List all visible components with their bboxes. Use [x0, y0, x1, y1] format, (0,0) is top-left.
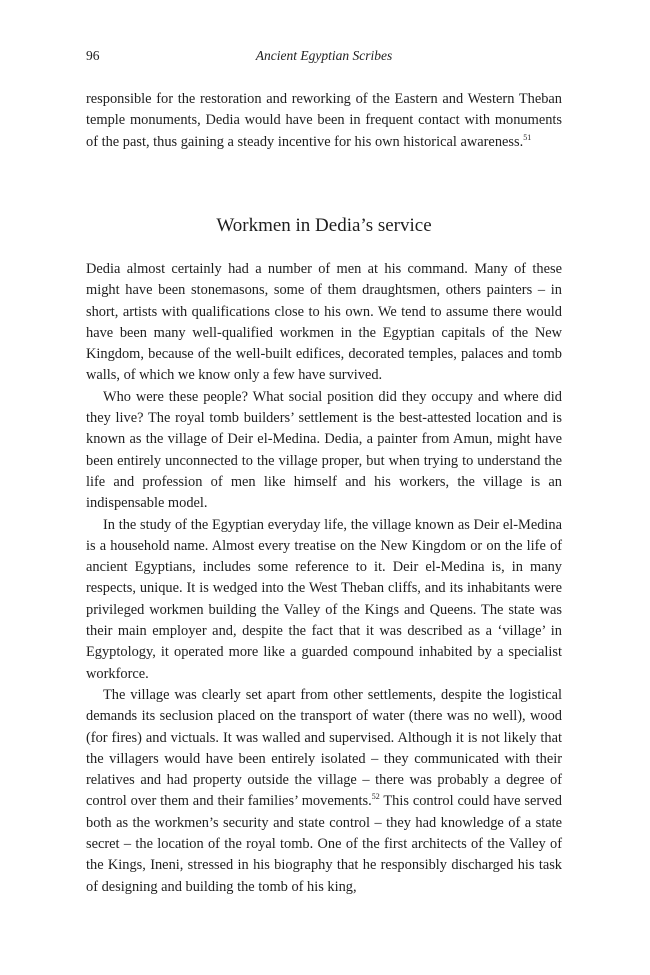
paragraph-2: Who were these people? What social position did they occupy and where did they live? The royal tomb builders’ settlement is the best-attested location and is known as the village of Deir el-Medina. Dedia, a painter from Amun, might have been entirely unconnected to the village proper, but when trying to understand the life and profession of men like himself and his workers, the village is an indispensable model.	[86, 388, 562, 512]
paragraph-3: In the study of the Egyptian everyday life, the village known as Deir el-Medina is a household name. Almost every treatise on the New Kingdom or on the life of ancient Egyptians, includes some reference to it. Deir el-Medina is, in many respects, unique. It is wedged into the West Theban cliffs, and its inhabitants were privileged workmen building the Valley of the Kings and Queens. The state was their main employer and, despite the fact that it was described as a ‘village’ in Egyptology, it operated more like a guarded compound inhabited by a specialist workforce.	[86, 516, 562, 682]
paragraph-4-text-b: This control could have served both as the workmen’s security and state control – they had knowledge of a state secret – the location of the royal tomb. One of the first architects of the Valley of the Kings, Ineni, stressed in his biography that he responsibly discharged his task of designing and building the tomb of his king,	[86, 793, 562, 895]
footnote-marker-51: 51	[523, 132, 532, 142]
paragraph-text: responsible for the restoration and reworking of the Eastern and Western Theban temple monuments, Dedia would have been in frequent contact with monuments of the past, thus gaining a steady incentive for his own historical awareness.	[86, 91, 562, 150]
continued-paragraph-block	[86, 89, 562, 153]
paragraph-4-text-a: The village was clearly set apart from other settlements, despite the logistical demands its seclusion placed on the transport of water (there was no well), wood (for fires) and victuals. It was walled and supervised. Although it is not likely that the villagers would have been entirely isolated – they communicated with their relatives and had property outside the village – there was probably a degree of control over them and their families’ movements.	[86, 686, 562, 810]
paragraph-4	[86, 685, 562, 898]
page-number: 96	[86, 48, 100, 63]
section-body	[86, 259, 562, 898]
continued-paragraph	[86, 89, 562, 153]
running-head	[86, 47, 562, 65]
footnote-marker-52: 52	[371, 792, 380, 802]
running-title: Ancient Egyptian Scribes	[255, 48, 393, 63]
paragraph-1: Dedia almost certainly had a number of men at his command. Many of these might have been stonemasons, some of them draughtsmen, others painters – in short, artists with qualifications close to his own. We tend to assume there would have been many well-qualified workmen in the Egyptian capitals of the New Kingdom, because of the well-built edifices, decorated temples, palaces and tomb walls, of which we know only a few have survived.	[86, 261, 562, 384]
section-heading: Workmen in Dedia’s service	[216, 215, 432, 236]
